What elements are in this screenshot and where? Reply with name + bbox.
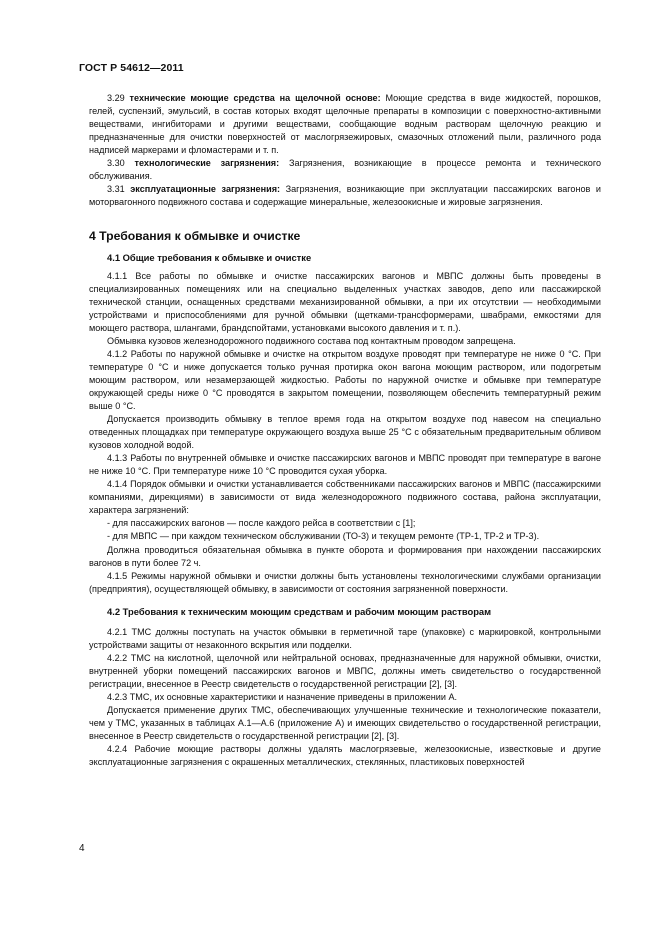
paragraph: 4.2.1 ТМС должны поступать на участок обмывки в герметичной таре (упаковке) с маркировкой, контрольными устройствами защиты от незаконного вскрытия или подделки. bbox=[89, 626, 601, 650]
paragraph: Обмывка кузовов железнодорожного подвижного состава под контактным проводом запрещена. bbox=[107, 335, 516, 346]
definition-3-31: 3.31 эксплуатационные загрязнения: Загрязнения, возникающие при эксплуатации пассажирских вагонов и моторвагонного подвижного состава и содержащие минеральные, железоокисные и жировые загрязнения. bbox=[89, 184, 602, 208]
list-item: - для МВПС — при каждом техническом обслуживании (ТО-3) и текущем ремонте (ТР-1, ТР-2 и ТР-3). bbox=[107, 531, 540, 542]
section-4-1-heading: 4.1 Общие требования к обмывке и очистке bbox=[107, 252, 312, 264]
section-4-2-heading: 4.2 Требования к техническим моющим средствам и рабочим моющим растворам bbox=[107, 605, 492, 617]
paragraph: Допускается производить обмывку в теплое время года на открытом воздухе под навесом на специально отведенных площадках при температуре окружающего воздуха выше 25 °С с обязательным предварительным обливом кузовов холодной водой. bbox=[89, 414, 601, 451]
document-body bbox=[89, 92, 601, 769]
paragraph: 4.2.4 Рабочие моющие растворы должны удалять маслогрязевые, железоокисные, известковые и другие эксплуатационные загрязнения с окрашенных металлических, стеклянных, пластиковых поверхностей bbox=[89, 744, 601, 768]
paragraph: Должна проводиться обязательная обмывка в пункте оборота и формирования при нахождении пассажирских вагонов в пути более 72 ч. bbox=[89, 544, 601, 568]
paragraph: 4.2.2 ТМС на кислотной, щелочной или нейтральной основах, предназначенные для наружной обмывки, очистки, внутренней уборки помещений пассажирских вагонов и МВПС, должны иметь свидетельство о государственной регистрации, внесенное в Реестр свидетельств о государственной регистрации [2], [3]. bbox=[89, 652, 601, 689]
paragraph: 4.2.3 ТМС, их основные характеристики и назначение приведены в приложении А. bbox=[107, 691, 458, 702]
paragraph: 4.1.2 Работы по наружной обмывке и очистке на открытом воздухе проводят при температуре не ниже 0 °С. При температуре 0 °С и ниже допускается только ручная протирка окон вагона моющим раствором, или подогретым моющим раствором, или незамерзающей жидкостью. Работы по наружной очистке и обмывке при температуре окружающей среды ниже 0 °С проводятся в закрытом помещении, позволяющем обеспечить температурный режим выше 0 °С. bbox=[89, 348, 601, 411]
definition-3-29: 3.29 технические моющие средства на щелочной основе: Моющие средства в виде жидкостей, порошков, гелей, суспензий, эмульсий, в состав которых входят щелочные препараты в композиции с поверхностно-активными веществами, ингибиторами и другими веществами, сообщающие водным растворам щелочную реакцию и предназначенные для очистки поверхностей от маслогрязежировых, смазочных отложений пыли, различного рода надписей маркерами и фломастерами и т. п. bbox=[89, 93, 601, 156]
section-4-heading: 4 Требования к обмывке и очистке bbox=[89, 229, 301, 244]
page-number: 4 bbox=[79, 843, 85, 854]
paragraph: 4.1.1 Все работы по обмывке и очистке пассажирских вагонов и МВПС должны быть проведены в специализированных помещениях или на специально выделенных участках заводов, депо или пассажирской технической станции, оснащенных средствами механизированной обмывки, а при их отсутствии — необходимыми устройствами и приспособлениями для ручной обмывки (щетками-трансформерами, швабрами, емкостями для моющего раствора, шлангами, брандспойтами, установками высокого давления и т. п.). bbox=[89, 270, 601, 333]
paragraph: 4.1.3 Работы по внутренней обмывке и очистке пассажирских вагонов и МВПС проводят при температуре в вагоне не ниже 10 °С. При температуре ниже 10 °С проводится сухая уборка. bbox=[89, 453, 601, 477]
paragraph: Допускается применение других ТМС, обеспечивающих улучшенные технические и технологические показатели, чем у ТМС, указанных в таблицах А.1—А.6 (приложение А) и имеющих свидетельство о государственной регистрации, внесенное в Реестр свидетельств о государственной регистрации [2], [3]. bbox=[89, 705, 601, 742]
definition-3-30: 3.30 технологические загрязнения: Загрязнения, возникающие в процессе ремонта и технического обслуживания. bbox=[89, 158, 602, 182]
document-header: ГОСТ Р 54612—2011 bbox=[79, 62, 184, 74]
paragraph: 4.1.5 Режимы наружной обмывки и очистки должны быть установлены технологическими службами организации (предприятия), осуществляющей обмывку, в зависимости от состояния загрязненной поверхности. bbox=[89, 570, 601, 594]
paragraph: 4.1.4 Порядок обмывки и очистки устанавливается собственниками пассажирских вагонов и МВПС (пассажирскими компаниями, дирекциями) в зависимости от вида железнодорожного подвижного состава, района эксплуатации, характера загрязнений: bbox=[89, 479, 601, 516]
list-item: - для пассажирских вагонов — после каждого рейса в соответствии с [1]; bbox=[107, 518, 416, 529]
